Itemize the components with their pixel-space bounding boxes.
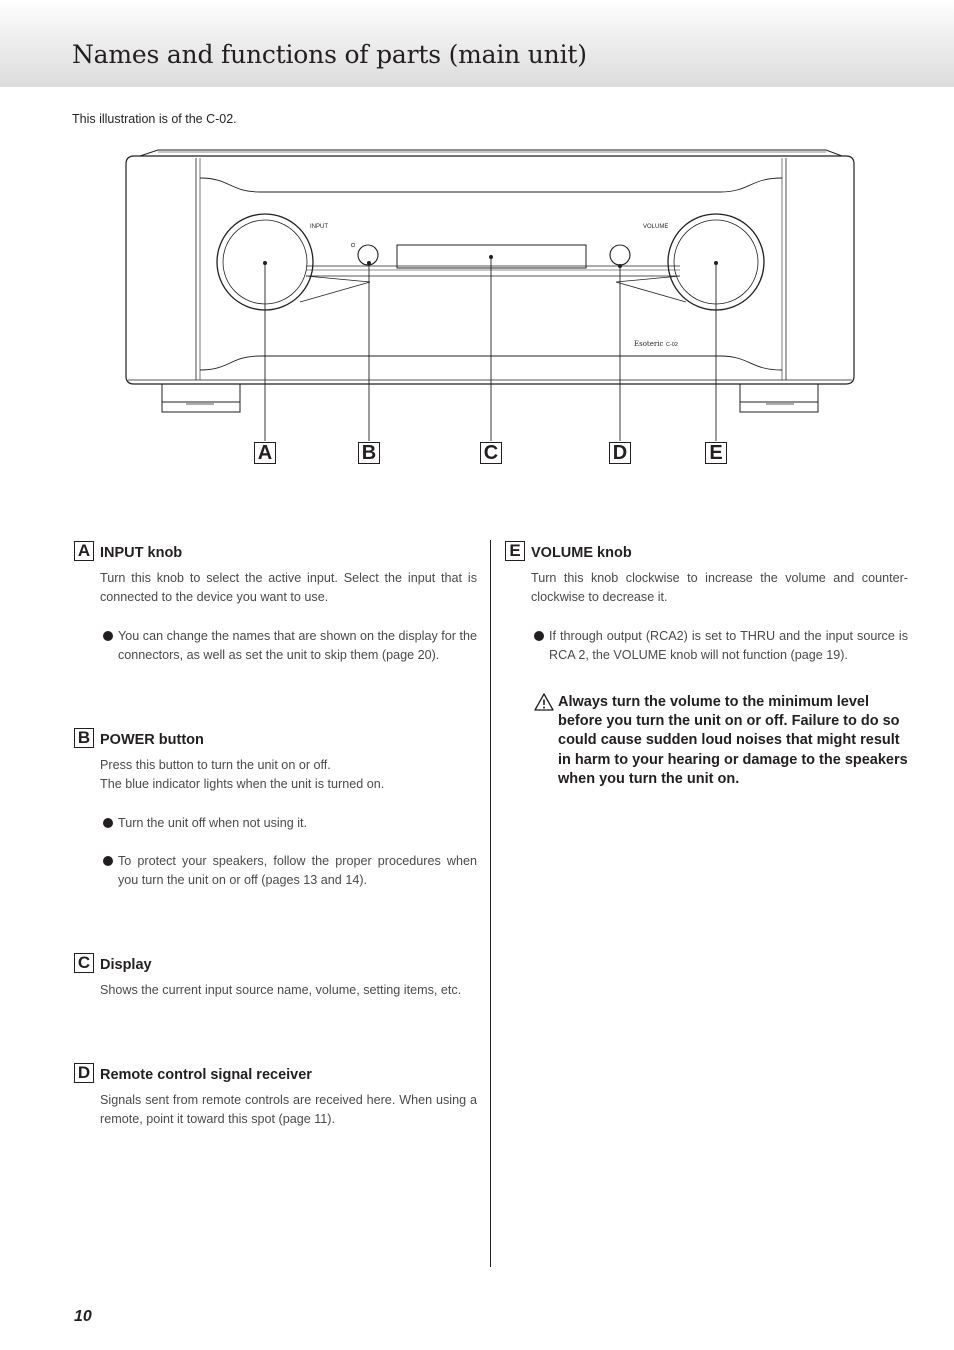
brand-logo-text: Esoteric <box>634 340 664 348</box>
model-text: C-02 <box>666 342 678 348</box>
volume-warning-text: Always turn the volume to the minimum level before you turn the unit on or off. Failure to do so could cause sudden loud noises that might result in harm to your hearing or damage to the speakers when you turn the unit on. <box>558 694 908 787</box>
volume-panel-label: VOLUME <box>643 224 669 230</box>
section-c-body: Shows the current input source name, volume, setting items, etc. <box>100 983 462 997</box>
section-c-title: Display <box>100 957 152 973</box>
section-a-bullet-1: You can change the names that are shown on the display for the connectors, as well as set the unit to skip them (page 20). <box>118 629 477 663</box>
section-b-bullet-1: Turn the unit off when not using it. <box>118 816 308 830</box>
bullet-icon <box>103 856 113 866</box>
section-a-title: INPUT knob <box>100 545 183 561</box>
section-e-body: Turn this knob clockwise to increase the volume and counter-clockwise to decrease it. <box>531 571 908 605</box>
section-a-body: Turn this knob to select the active input. Select the input that is connected to the device you want to use. <box>100 571 477 605</box>
section-d-body: Signals sent from remote controls are received here. When using a remote, point it toward this spot (page 11). <box>100 1093 477 1127</box>
section-b-letter: B <box>74 728 94 748</box>
section-e-title: VOLUME knob <box>531 545 632 561</box>
input-panel-label: INPUT <box>310 224 328 230</box>
section-b-title: POWER button <box>100 732 204 748</box>
callout-d: D <box>609 442 631 464</box>
section-b-body-line-2: The blue indicator lights when the unit is turned on. <box>100 777 385 791</box>
column-divider <box>490 540 491 1267</box>
bullet-icon <box>103 818 113 828</box>
warning-triangle-icon <box>534 693 554 711</box>
bullet-icon <box>103 631 113 641</box>
section-a-letter: A <box>74 541 94 561</box>
section-d-letter: D <box>74 1063 94 1083</box>
section-b-bullet-2: To protect your speakers, follow the proper procedures when you turn the unit on or off (pages 13 and 14). <box>118 854 477 888</box>
illustration-caption: This illustration is of the C-02. <box>72 112 237 126</box>
callout-e: E <box>705 442 727 464</box>
callout-c: C <box>480 442 502 464</box>
callout-b: B <box>358 442 380 464</box>
section-b-body-line-1: Press this button to turn the unit on or off. <box>100 758 331 772</box>
bullet-icon <box>534 631 544 641</box>
section-e-bullet-1: If through output (RCA2) is set to THRU and the input source is RCA 2, the VOLUME knob will not function (page 19). <box>549 629 908 663</box>
callout-a: A <box>254 442 276 464</box>
page-number: 10 <box>74 1308 92 1325</box>
section-c-letter: C <box>74 953 94 973</box>
front-panel-illustration <box>0 140 954 480</box>
section-d-title: Remote control signal receiver <box>100 1067 312 1083</box>
section-e-letter: E <box>505 541 525 561</box>
page-title: Names and functions of parts (main unit) <box>72 40 587 69</box>
